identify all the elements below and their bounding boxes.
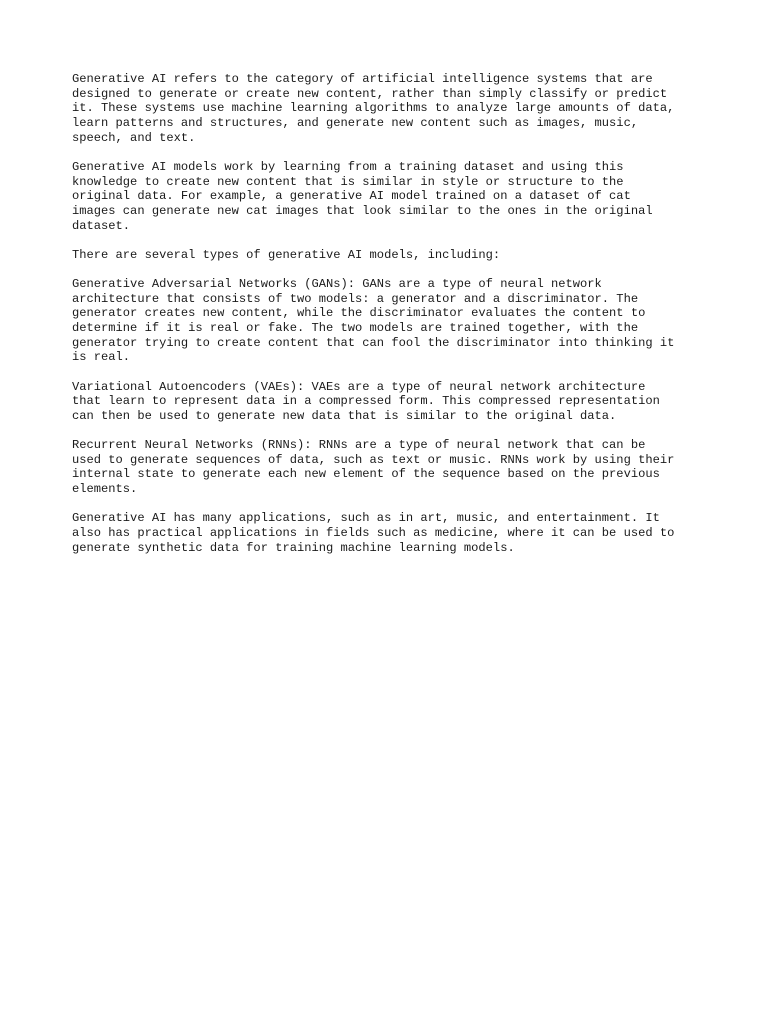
paragraph-applications: Generative AI has many applications, such as in art, music, and entertainment. It also has practical applications in fields such as medicine, where it can be used to generate synthetic data for training machine learning models.: [72, 511, 675, 555]
paragraph-intro: Generative AI refers to the category of artificial intelligence systems that are designed to generate or create new content, rather than simply classify or predict it. These systems use machine learning algorithms to analyze large amounts of data, learn patterns and structures, and generate new content such as images, music, speech, and text.: [72, 72, 675, 145]
paragraph-gans: Generative Adversarial Networks (GANs): GANs are a type of neural network architecture that consists of two models: a generator and a discriminator. The generator creates new content, while the discriminator evaluates the content to determine if it is real or fake. The two models are trained together, with the generator trying to create content that can fool the discriminator into thinking it is real.: [72, 277, 675, 365]
document-body: [72, 72, 712, 570]
paragraph-rnns: Recurrent Neural Networks (RNNs): RNNs are a type of neural network that can be used to generate sequences of data, such as text or music. RNNs work by using their internal state to generate each new element of the sequence based on the previous elements.: [72, 438, 675, 497]
paragraph-types-intro: There are several types of generative AI models, including:: [72, 247, 501, 262]
paragraph-vaes: Variational Autoencoders (VAEs): VAEs are a type of neural network architecture that learn to represent data in a compressed form. This compressed representation can then be used to generate new data that is similar to the original data.: [72, 379, 660, 423]
paragraph-how-it-works: Generative AI models work by learning from a training dataset and using this knowledge to create new content that is similar in style or structure to the original data. For example, a generative AI model trained on a dataset of cat images can generate new cat images that look similar to the ones in the original dataset.: [72, 159, 653, 233]
